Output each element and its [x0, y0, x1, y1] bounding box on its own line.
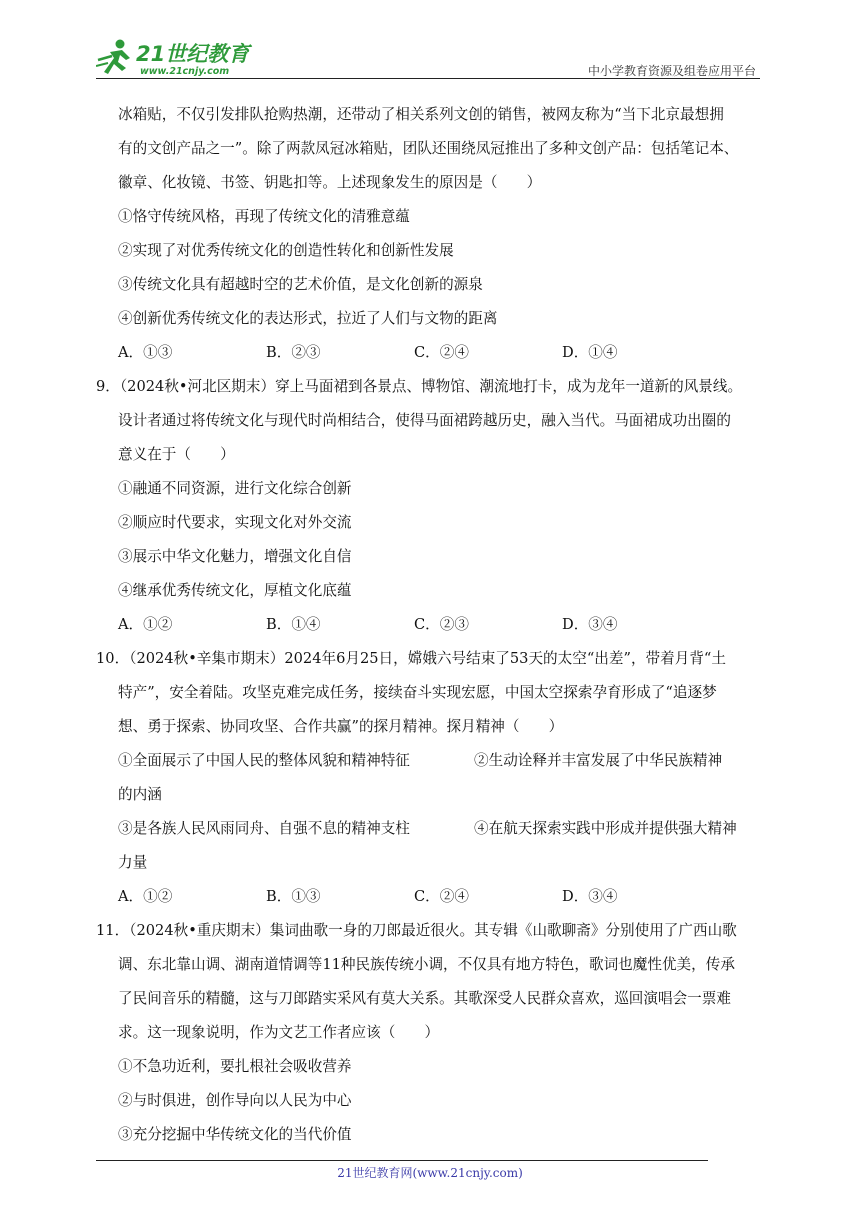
svg-text:www.21cnjy.com: www.21cnjy.com	[140, 66, 230, 77]
option-b: B．①④	[266, 616, 321, 633]
statement-item: ③传统文化具有超越时空的艺术价值，是文化创新的源泉	[118, 276, 483, 293]
statement-item: ②生动诠释并丰富发展了中华民族精神	[474, 752, 723, 769]
stem-line: 调、东北靠山调、湖南道情调等11种民族传统小调，不仅具有地方特色，歌词也魔性优美，传承	[118, 956, 735, 973]
option-b: B．①③	[266, 888, 321, 905]
question-9	[96, 370, 764, 642]
statement-continuation: 力量	[118, 854, 148, 871]
answer-options	[96, 608, 764, 642]
footer-divider	[96, 1160, 708, 1161]
statement-pair	[96, 812, 764, 846]
stem-line: 10．（2024秋•辛集市期末）2024年6月25日，嫦娥六号结束了53天的太空“出差”，带着月背“土	[96, 650, 726, 667]
statement-pair	[96, 744, 764, 778]
stem-line: 徽章、化妆镜、书签、钥匙扣等。上述现象发生的原因是（ ）	[118, 174, 542, 191]
platform-name: 中小学教育资源及组卷应用平台	[587, 64, 756, 78]
header-divider	[96, 78, 760, 79]
stem-line: 想、勇于探索、协同攻坚、合作共赢”的探月精神。探月精神（ ）	[118, 718, 564, 735]
stem-line: 意义在于（ ）	[118, 446, 235, 463]
option-a: A．①③	[118, 344, 173, 361]
stem-line: 有的文创产品之一”。除了两款凤冠冰箱贴，团队还围绕凤冠推出了多种文创产品：包括笔记本、	[118, 140, 739, 157]
option-d: D．①④	[562, 344, 618, 361]
page-header	[96, 36, 760, 80]
stem-line: 了民间音乐的精髓，这与刀郎踏实采风有莫大关系。其歌深受人民群众喜欢，巡回演唱会一票难	[118, 990, 731, 1007]
statement-item: ④创新优秀传统文化的表达形式，拉近了人们与文物的距离	[118, 310, 498, 327]
stem-line: 11．（2024秋•重庆期末）集词曲歌一身的刀郎最近很火。其专辑《山歌聊斋》分别使用了广西山歌	[96, 922, 737, 939]
statement-continuation: 的内涵	[118, 786, 162, 803]
statement-item: ①恪守传统风格，再现了传统文化的清雅意蕴	[118, 208, 410, 225]
statement-item: ④继承优秀传统文化，厚植文化底蕴	[118, 582, 352, 599]
document-body	[96, 98, 764, 1152]
statement-item: ②与时俱进，创作导向以人民为中心	[118, 1092, 352, 1109]
statement-item: ④在航天探索实践中形成并提供强大精神	[474, 820, 737, 837]
answer-options	[96, 336, 764, 370]
statement-item: ①全面展示了中国人民的整体风貌和精神特征	[118, 752, 410, 769]
21cnjy-logo	[96, 36, 271, 80]
stem-line: 求。这一现象说明，作为文艺工作者应该（ ）	[118, 1024, 440, 1041]
option-d: D．③④	[562, 888, 618, 905]
stem-line: 9．（2024秋•河北区期末）穿上马面裙到各景点、博物馆、潮流地打卡，成为龙年一道新的风景线。	[96, 378, 743, 395]
stem-line: 设计者通过将传统文化与现代时尚相结合，使得马面裙跨越历史，融入当代。马面裙成功出圈的	[118, 412, 731, 429]
question-8-continuation	[96, 98, 764, 370]
question-11	[96, 914, 764, 1152]
question-10	[96, 642, 764, 914]
option-c: C．②③	[414, 616, 469, 633]
svg-text:21世纪教育: 21世纪教育	[136, 42, 250, 66]
option-b: B．②③	[266, 344, 321, 361]
statement-item: ②顺应时代要求，实现文化对外交流	[118, 514, 352, 531]
statement-item: ③展示中华文化魅力，增强文化自信	[118, 548, 352, 565]
option-a: A．①②	[118, 616, 173, 633]
statement-item: ③是各族人民风雨同舟、自强不息的精神支柱	[118, 820, 410, 837]
option-a: A．①②	[118, 888, 173, 905]
option-d: D．③④	[562, 616, 618, 633]
statement-item: ①不急功近利，要扎根社会吸收营养	[118, 1058, 352, 1075]
option-c: C．②④	[414, 344, 469, 361]
answer-options	[96, 880, 764, 914]
statement-item: ②实现了对优秀传统文化的创造性转化和创新性发展	[118, 242, 454, 259]
statement-item: ①融通不同资源，进行文化综合创新	[118, 480, 352, 497]
statement-item: ③充分挖掘中华传统文化的当代价值	[118, 1126, 352, 1143]
page-footer: 21世纪教育网(www.21cnjy.com)	[337, 1166, 523, 1180]
option-c: C．②④	[414, 888, 469, 905]
stem-line: 冰箱贴，不仅引发排队抢购热潮，还带动了相关系列文创的销售，被网友称为“当下北京最想拥	[118, 106, 724, 123]
stem-line: 特产”，安全着陆。攻坚克难完成任务，接续奋斗实现宏愿，中国太空探索孕育形成了“追逐梦	[118, 684, 717, 701]
